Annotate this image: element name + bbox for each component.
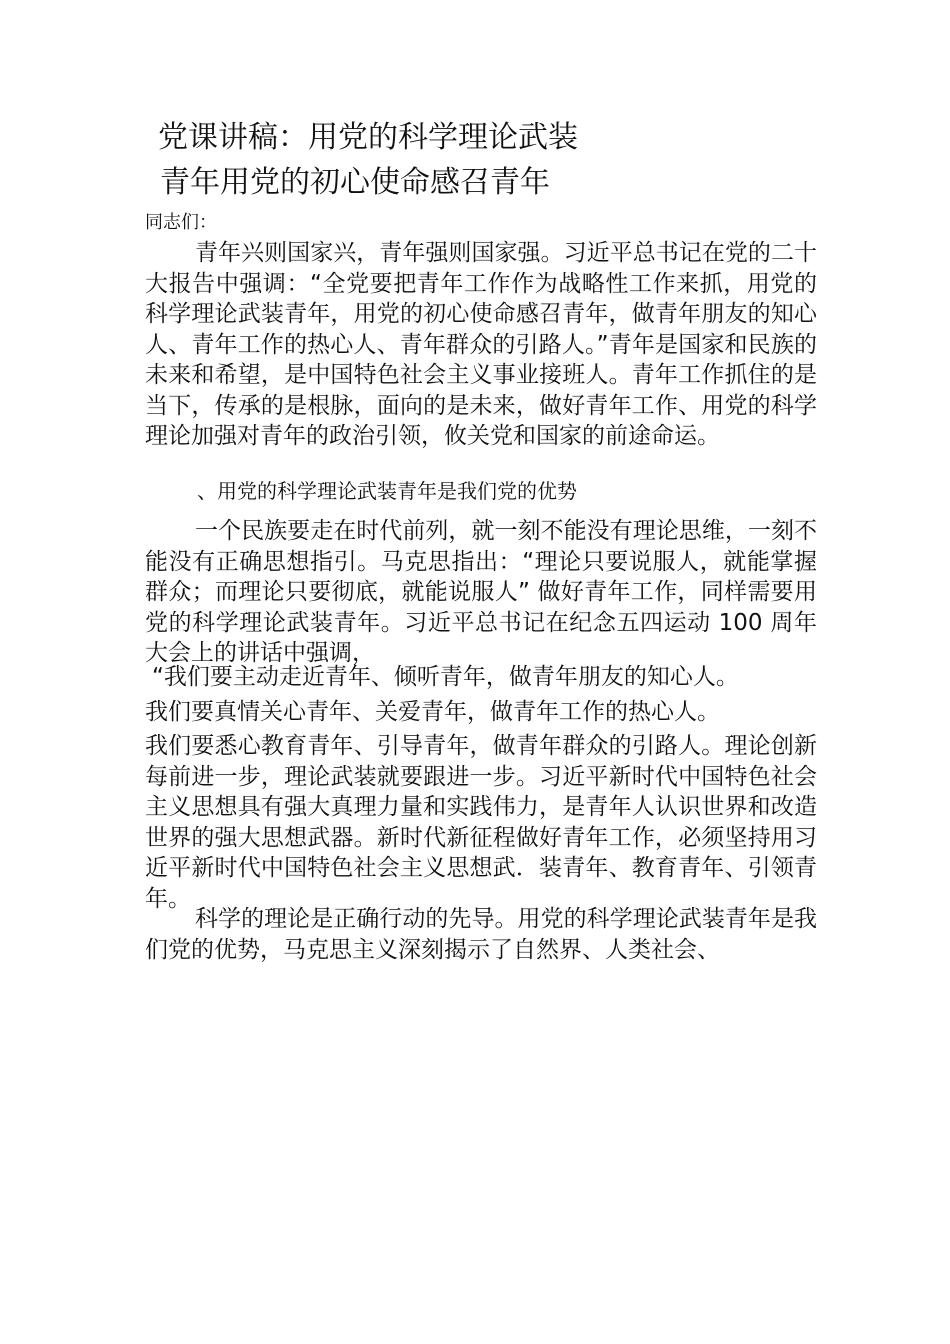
quote-line-1: “我们要主动走近青年、倾听青年，做青年朋友的知心人。	[152, 664, 739, 690]
quote-line-2: 我们要真情关心青年、关爱青年，做青年工作的热心人。	[145, 699, 720, 725]
document-title-line1: 党课讲稿：用党的科学理论武装	[158, 120, 578, 155]
paragraph-theory: 一个民族要走在时代前列，就一刻不能没有理论思维，一刻不能没有正确思想指引。马克思指出：“理论只要说服人，就能掌握群众；而理论只要彻底，就能说服人” 做好青年工作，同样需要用党的科学理论武装青年。习近平总书记在纪念五四运动 100 周年大会上的讲话中强调，	[145, 518, 817, 666]
paragraph-intro: 青年兴则国家兴，青年强则国家强。习近平总书记在党的二十大报告中强调：“全党要把青年工作作为战略性工作来抓，用党的科学理论武装青年，用党的初心使命感召青年，做青年朋友的知心人、青年工作的热心人、青年群众的引路人。”青年是国家和民族的未来和希望，是中国特色社会主义事业接班人。青年工作抓住的是当下，传承的是根脉，面向的是未来，做好青年工作、用党的科学理论加强对青年的政治引领，攸关党和国家的前途命运。	[145, 240, 817, 449]
section-heading: 、用党的科学理论武装青年是我们党的优势	[197, 479, 577, 503]
document-title-line2: 青年用党的初心使命感召青年	[160, 165, 550, 200]
paragraph-quote-continued: 我们要悉心教育青年、引导青年，做青年群众的引路人。理论创新每前进一步，理论武装就要跟进一步。习近平新时代中国特色社会主义思想具有强大真理力量和实践伟力，是青年人认识世界和改造世界的强大思想武器。新时代新征程做好青年工作，必须坚持用习近平新时代中国特色社会主义思想武．装青年、教育青年、引领青年。	[145, 733, 817, 912]
salutation: 同志们：	[145, 212, 217, 233]
paragraph-scientific-theory: 科学的理论是正确行动的先导。用党的科学理论武装青年是我们党的优势，马克思主义深刻揭示了自然界、人类社会、	[145, 906, 817, 963]
